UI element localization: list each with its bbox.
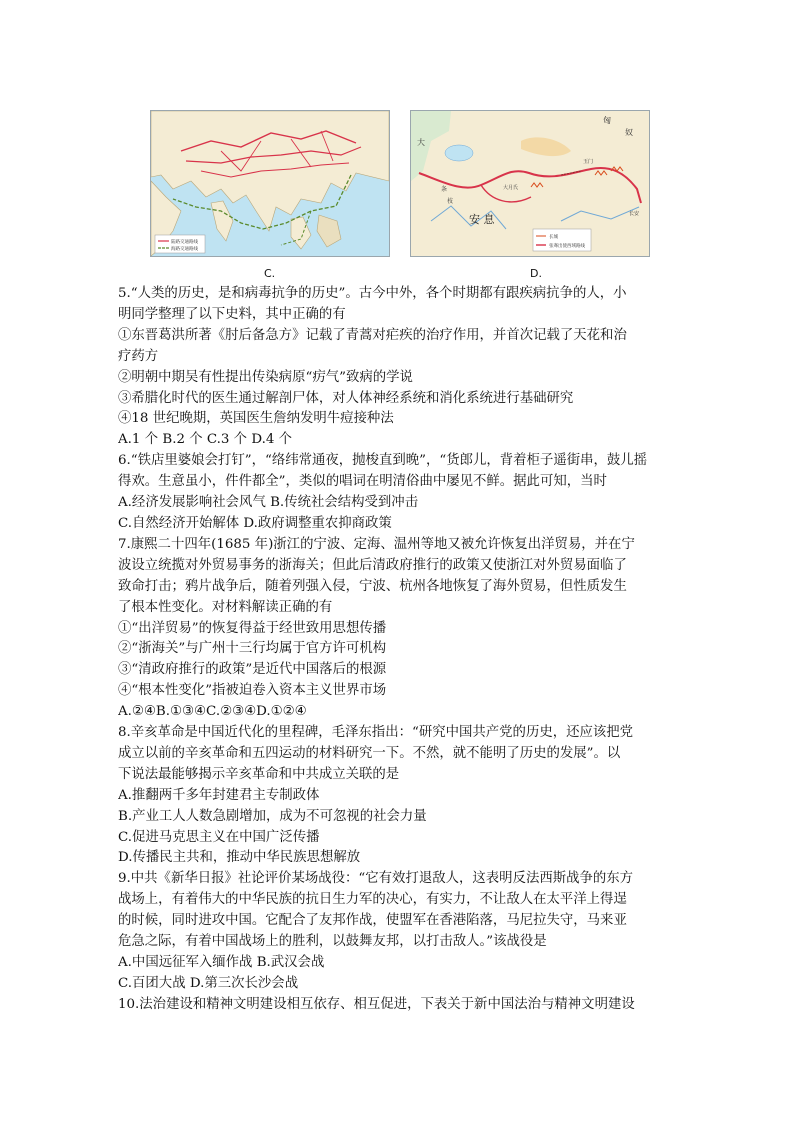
answer-options: A.②④B.①③④C.②③④D.①②④ — [118, 704, 307, 720]
figure-label-d: D. — [530, 267, 542, 280]
answer-options: A.1 个 B.2 个 C.3 个 D.4 个 — [118, 432, 292, 448]
map-d-legend-2: 张骞出使西域路线 — [549, 244, 585, 249]
text-line: 危急之际，有着中国战场上的胜利，以鼓舞友邦，以打击敌人。”该战役是 — [118, 934, 547, 950]
map-c-graphic — [151, 111, 389, 256]
answer-options: A.经济发展影响社会风气 B.传统社会结构受到冲击 — [118, 495, 419, 511]
map-d-label-d: 玉门 — [583, 159, 594, 165]
map-d-label-e: 长安 — [629, 211, 640, 217]
map-d-label-anxi: 安 息 — [469, 213, 495, 226]
text-line: ②“浙海关”与广州十三行均属于官方许可机构 — [118, 641, 387, 657]
map-d-label-da: 大 — [417, 138, 425, 147]
text-line: ③“清政府推行的政策”是近代中国落后的根源 — [118, 662, 387, 678]
map-figures — [150, 110, 670, 280]
figure-label-c: C. — [264, 267, 276, 280]
text-line: ①东晋葛洪所著《肘后备急方》记载了青蒿对疟疾的治疗作用，并首次记载了天花和治 — [118, 327, 627, 343]
text-line: 得欢。生意虽小，件件都全”，类似的唱词在明清俗曲中屡见不鲜。据此可知，当时 — [118, 474, 607, 490]
map-d-label-b: 枝 — [447, 198, 454, 205]
map-c-legend-1: 陆路交通路线 — [171, 240, 198, 245]
text-line: 6.“铁店里婆娘会打钉”，“络纬常通夜，抛梭直到晚”，“货郎儿，背着柜子遥街串，鼓儿摇 — [118, 453, 648, 469]
question-text-block — [118, 284, 680, 1016]
map-d-label-a: 条 — [441, 186, 448, 193]
map-d-zhangqian-route — [410, 110, 650, 257]
map-c-silk-routes — [150, 110, 390, 257]
answer-options: A.推翻两千多年封建君主专制政体 — [118, 787, 320, 803]
text-line: 的时候，同时进攻中国。它配合了友邦作战，使盟军在香港陷落，马尼拉失守，马来亚 — [118, 913, 627, 929]
text-line: ④“根本性变化”指被迫卷入资本主义世界市场 — [118, 683, 387, 699]
map-d-label-nu: 奴 — [625, 128, 633, 137]
answer-options: D.传播民主共和，推动中华民族思想解放 — [118, 850, 361, 866]
text-line: 战场上，有着伟大的中华民族的抗日生力军的决心，有实力，不让敌人在太平洋上得逞 — [118, 892, 627, 908]
answer-options: B.产业工人人数急剧增加，成为不可忽视的社会力量 — [118, 808, 427, 824]
map-c-legend-2: 海路交通路线 — [171, 247, 198, 252]
text-line: 下说法最能够揭示辛亥革命和中共成立关联的是 — [118, 766, 400, 782]
text-line: ②明朝中期吴有性提出传染病原“疠气”致病的学说 — [118, 369, 413, 385]
text-line: 9.中共《新华日报》社论评价某场战役：“它有效打退敌人，这表明反法西斯战争的东方 — [118, 871, 634, 887]
text-line: 8.辛亥革命是中国近代化的里程碑，毛泽东指出：“研究中国共产党的历史，还应该把党 — [118, 725, 634, 741]
map-d-graphic — [411, 111, 649, 256]
answer-options: C.促进马克思主义在中国广泛传播 — [118, 829, 320, 845]
text-line: 疗药方 — [118, 348, 159, 364]
text-line: 5.“人类的历史，是和病毒抗争的历史”。古今中外，各个时期都有跟疾病抗争的人，小 — [118, 286, 627, 301]
text-line: 波设立统揽对外贸易事务的浙海关；但此后清政府推行的政策又使浙江对外贸易面临了 — [118, 557, 627, 573]
text-line: 了根本性变化。对材料解读正确的有 — [118, 599, 333, 615]
text-line: 7.康熙二十四年(1685 年)浙江的宁波、定海、温州等地又被允许恢复出洋贸易，并在宁 — [118, 536, 635, 552]
map-d-label-c: 大月氏 — [503, 185, 519, 191]
text-line: 明同学整理了以下史料，其中正确的有 — [118, 306, 346, 322]
text-line: ④18 世纪晚期，英国医生詹纳发明牛痘接种法 — [118, 411, 394, 427]
text-line: 成立以前的辛亥革命和五四运动的材料研究一下。不然，就不能明了历史的发展”。以 — [118, 745, 621, 761]
text-line: 致命打击；鸦片战争后，随着列强入侵，宁波、杭州各地恢复了海外贸易，但性质发生 — [118, 578, 627, 594]
text-line: 10.法治建设和精神文明建设相互依存、相互促进，下表关于新中国法治与精神文明建设 — [118, 996, 635, 1012]
text-line: ①“出洋贸易”的恢复得益于经世致用思想传播 — [118, 620, 387, 636]
map-d-label-xiong: 匈 — [603, 116, 611, 125]
text-line: ③希腊化时代的医生通过解剖尸体，对人体神经系统和消化系统进行基础研究 — [118, 390, 574, 406]
answer-options: A.中国远征军入缅作战 B.武汉会战 — [118, 955, 325, 970]
answer-options: C.百团大战 D.第三次长沙会战 — [118, 975, 299, 991]
map-d-legend-1: 长城 — [549, 235, 558, 240]
answer-options: C.自然经济开始解体 D.政府调整重农抑商政策 — [118, 515, 392, 531]
